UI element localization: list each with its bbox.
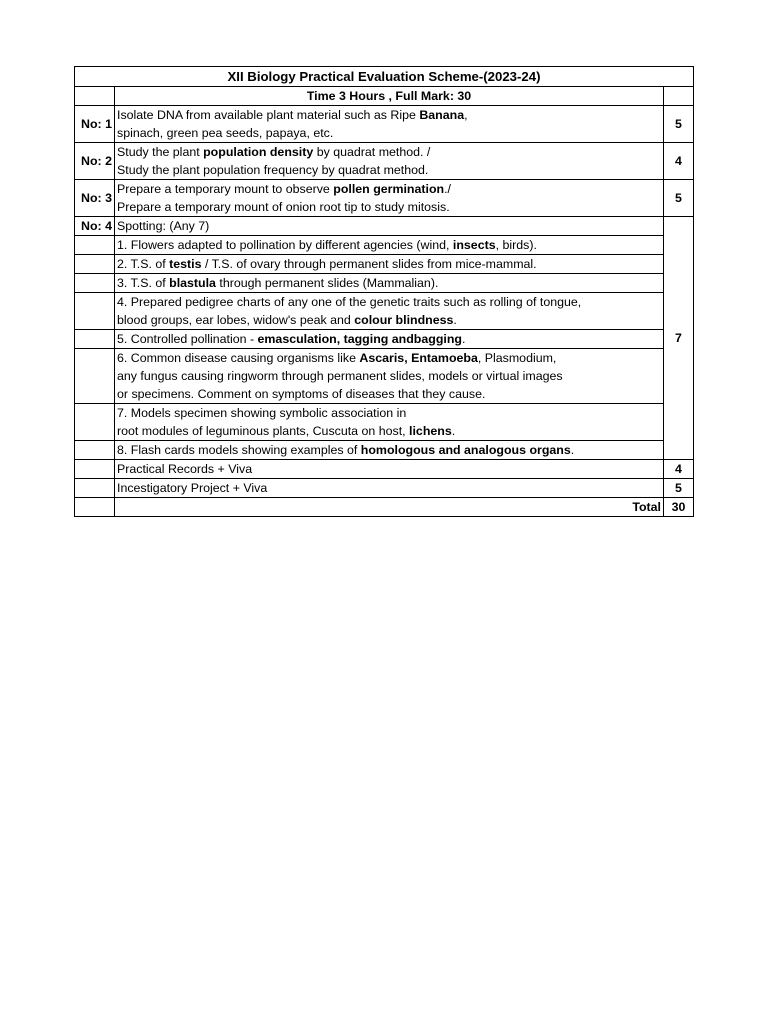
text: , birds). xyxy=(495,238,537,252)
question-number: No: 1 xyxy=(75,106,115,143)
spotting-item xyxy=(115,441,664,460)
bold-text: colour blindness xyxy=(354,313,454,327)
spotting-item xyxy=(115,274,664,293)
text: 4. Prepared pedigree charts of any one of the genetic traits such as rolling of tongue, xyxy=(117,295,582,309)
bold-text: population density xyxy=(203,145,314,159)
empty-cell xyxy=(75,460,115,479)
spotting-heading: Spotting: (Any 7) xyxy=(115,217,664,236)
table-row xyxy=(75,143,694,180)
empty-cell xyxy=(75,479,115,498)
spotting-item xyxy=(115,293,664,330)
empty-cell xyxy=(75,404,115,441)
records-mark: 4 xyxy=(664,460,694,479)
empty-cell xyxy=(664,87,694,106)
text: or specimens. Comment on symptoms of diseases that they cause. xyxy=(117,387,486,401)
empty-cell xyxy=(75,330,115,349)
bold-text: Banana xyxy=(419,108,465,122)
question-description xyxy=(115,143,664,180)
empty-cell xyxy=(75,236,115,255)
spotting-item xyxy=(115,404,664,441)
total-row xyxy=(75,498,694,517)
table-row xyxy=(75,330,694,349)
text: ./ xyxy=(444,182,451,196)
question-mark: 7 xyxy=(664,217,694,460)
bold-text: Ascaris, Entamoeba xyxy=(359,351,478,365)
text: , xyxy=(464,108,468,122)
question-description xyxy=(115,180,664,217)
title-row xyxy=(75,67,694,87)
question-number: No: 2 xyxy=(75,143,115,180)
sheet-title: XII Biology Practical Evaluation Scheme-(2023-24) xyxy=(75,67,694,87)
text: / T.S. of ovary through permanent slides from mice-mammal. xyxy=(201,257,537,271)
text: 8. Flash cards models showing examples of xyxy=(117,443,361,457)
empty-cell xyxy=(75,293,115,330)
bold-text: insects xyxy=(452,238,496,252)
text: spinach, green pea seeds, papaya, etc. xyxy=(117,126,334,140)
question-mark: 5 xyxy=(664,106,694,143)
records-label: Practical Records + Viva xyxy=(115,460,664,479)
project-mark: 5 xyxy=(664,479,694,498)
text: Study the plant xyxy=(117,145,204,159)
empty-cell xyxy=(75,255,115,274)
text: 5. Controlled pollination - xyxy=(117,332,258,346)
bold-text: emasculation, tagging andbagging xyxy=(257,332,462,346)
bold-text: homologous and analogous organs xyxy=(360,443,571,457)
bold-text: lichens xyxy=(409,424,452,438)
table-row xyxy=(75,236,694,255)
spotting-item xyxy=(115,236,664,255)
bold-text: pollen germination xyxy=(333,182,445,196)
text: through permanent slides (Mammalian). xyxy=(215,276,439,290)
text: . xyxy=(461,332,466,346)
text: Prepare a temporary mount to observe xyxy=(117,182,334,196)
empty-cell xyxy=(75,87,115,106)
text: 2. T.S. of xyxy=(117,257,170,271)
text: 1. Flowers adapted to pollination by different agencies (wind, xyxy=(117,238,453,252)
subtitle-row xyxy=(75,87,694,106)
empty-cell xyxy=(75,441,115,460)
question-number: No: 4 xyxy=(75,217,115,236)
table-row xyxy=(75,106,694,143)
total-mark: 30 xyxy=(664,498,694,517)
text: blood groups, ear lobes, widow's peak and xyxy=(117,313,355,327)
text: . xyxy=(451,424,456,438)
evaluation-sheet xyxy=(74,66,693,517)
evaluation-table xyxy=(74,66,694,517)
table-row xyxy=(75,460,694,479)
text: root modules of leguminous plants, Cuscuta on host, xyxy=(117,424,410,438)
question-number: No: 3 xyxy=(75,180,115,217)
question-mark: 5 xyxy=(664,180,694,217)
table-row xyxy=(75,441,694,460)
empty-cell xyxy=(75,498,115,517)
text: by quadrat method. / xyxy=(313,145,431,159)
spotting-item xyxy=(115,255,664,274)
text: any fungus causing ringworm through permanent slides, models or virtual images xyxy=(117,369,563,383)
table-row xyxy=(75,349,694,404)
spotting-item xyxy=(115,349,664,404)
empty-cell xyxy=(75,274,115,293)
bold-text: blastula xyxy=(169,276,216,290)
text: Study the plant population frequency by quadrat method. xyxy=(117,163,429,177)
table-row xyxy=(75,404,694,441)
question-description xyxy=(115,106,664,143)
text: Isolate DNA from available plant material such as Ripe xyxy=(117,108,420,122)
text: , Plasmodium, xyxy=(477,351,557,365)
text: 3. T.S. of xyxy=(117,276,170,290)
table-row xyxy=(75,479,694,498)
table-row xyxy=(75,274,694,293)
table-row xyxy=(75,255,694,274)
bold-text: testis xyxy=(169,257,202,271)
text: . xyxy=(570,443,575,457)
text: Prepare a temporary mount of onion root tip to study mitosis. xyxy=(117,200,450,214)
project-label: Incestigatory Project + Viva xyxy=(115,479,664,498)
table-row xyxy=(75,293,694,330)
text: 6. Common disease causing organisms like xyxy=(117,351,360,365)
table-row xyxy=(75,217,694,236)
question-mark: 4 xyxy=(664,143,694,180)
total-label: Total xyxy=(115,498,664,517)
text: . xyxy=(453,313,457,327)
spotting-item xyxy=(115,330,664,349)
sheet-subtitle: Time 3 Hours , Full Mark: 30 xyxy=(115,87,664,106)
table-row xyxy=(75,180,694,217)
text: 7. Models specimen showing symbolic association in xyxy=(117,406,407,420)
empty-cell xyxy=(75,349,115,404)
